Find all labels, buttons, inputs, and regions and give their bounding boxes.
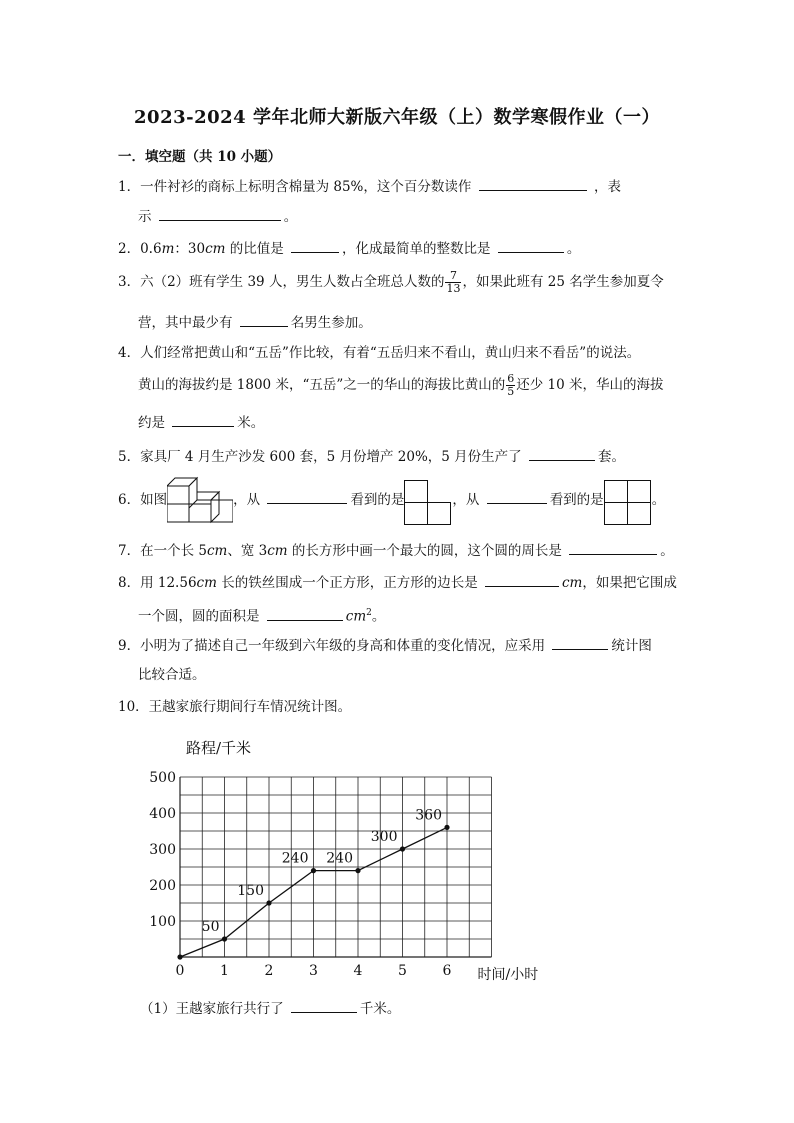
q4-text-e: 米。 <box>237 415 265 431</box>
q6-text-d: ，从 <box>452 492 480 508</box>
question-6 <box>118 474 665 526</box>
x-tick-label: 6 <box>442 963 452 979</box>
data-label: 360 <box>415 807 442 824</box>
q8-text: 8．用 12.56 <box>118 575 197 591</box>
q4-blank[interactable] <box>172 412 234 427</box>
q3-frac-num: 7 <box>445 270 461 283</box>
data-point <box>355 868 360 873</box>
q6-text: 6．如图 <box>118 492 168 508</box>
q8-text-e: 。 <box>371 608 386 625</box>
q5-text: 5．家具厂 4 月生产沙发 600 套，5 月份增产 20%，5 月份生产了 <box>118 449 522 465</box>
y-tick-label: 100 <box>149 914 176 930</box>
q3-fraction <box>445 270 461 295</box>
q3-frac-den: 13 <box>446 282 461 295</box>
q2-unit-m: m <box>161 241 175 257</box>
q2-blank-2[interactable] <box>498 238 564 253</box>
cubes-figure <box>167 474 233 526</box>
question-8-cont <box>138 603 385 627</box>
question-8 <box>118 572 677 593</box>
question-4-cont <box>138 373 664 398</box>
y-tick-label: 200 <box>149 878 176 894</box>
q6-text-b: ，从 <box>233 492 261 508</box>
q1-text-d: 。 <box>283 209 298 225</box>
q4-fraction <box>506 373 515 398</box>
q7-unit-2: cm <box>267 543 288 559</box>
q3-blank[interactable] <box>240 312 288 327</box>
data-point <box>400 846 405 851</box>
q8-blank-1[interactable] <box>485 572 559 587</box>
x-tick-label: 4 <box>353 963 363 979</box>
q7-text-c: 的长方形中画一个最大的圆，这个圆的周长是 <box>287 543 562 559</box>
question-2 <box>118 238 580 259</box>
q2-unit-cm: cm <box>205 241 226 257</box>
data-point <box>311 868 316 873</box>
y-axis-label: 路程/千米 <box>186 739 252 757</box>
q5-text-b: 套。 <box>597 449 625 465</box>
view-figure-2 <box>604 480 652 526</box>
question-4 <box>118 343 640 363</box>
q6-text-f: 。 <box>651 492 666 508</box>
data-label: 240 <box>281 850 309 867</box>
page-title: 2023-2024 学年北师大新版六年级（上）数学寒假作业（一） <box>134 107 660 128</box>
q8-text-d: 一个圆，圆的面积是 <box>138 608 260 625</box>
question-1 <box>118 176 621 197</box>
q1-blank-1[interactable] <box>479 176 587 191</box>
question-3 <box>118 270 664 295</box>
question-5 <box>118 446 625 467</box>
q8-unit-3: cm <box>345 608 367 625</box>
q1-blank-2[interactable] <box>159 206 281 221</box>
q8-text-b: 长的铁丝围成一个正方形，正方形的边长是 <box>216 575 478 591</box>
q4-text-b: 黄山的海拔约是 1800 米，“五岳”之一的华山的海拔比黄山的 <box>138 377 506 393</box>
data-label: 240 <box>326 850 353 867</box>
question-9 <box>118 635 652 656</box>
x-tick-label: 3 <box>309 963 318 979</box>
q3-text: 3．六（2）班有学生 39 人，男生人数占全班总人数的 <box>118 274 445 290</box>
data-label: 150 <box>237 883 264 899</box>
q2-text-c: 的比值是 <box>225 241 284 257</box>
q10-text: 10．王越家旅行期间行车情况统计图。 <box>118 699 352 715</box>
q2-text: 2．0.6 <box>118 241 162 257</box>
x-tick-label: 0 <box>175 963 185 979</box>
q2-text-b: ：30 <box>174 241 206 257</box>
q10-sub1-text: （1）王越家旅行共行了 <box>140 1001 284 1017</box>
question-7 <box>118 540 674 561</box>
question-10 <box>118 697 351 717</box>
q6-blank-2[interactable] <box>487 489 547 504</box>
view-figure-1 <box>404 480 452 526</box>
data-point <box>266 900 271 905</box>
question-10-sub-1 <box>140 998 400 1019</box>
q3-text-d: 名男生参加。 <box>290 315 372 331</box>
data-point <box>177 954 182 959</box>
q1-text: 1．一件衬衫的商标上标明含棉量为 85%，这个百分数读作 <box>118 179 472 195</box>
y-tick-label: 500 <box>149 770 176 786</box>
y-tick-label: 400 <box>149 806 176 822</box>
data-label: 300 <box>370 829 398 845</box>
q7-blank[interactable] <box>569 540 657 555</box>
data-point <box>444 825 449 830</box>
q6-text-c: 看到的是 <box>350 492 405 508</box>
q9-blank[interactable] <box>552 635 608 650</box>
q3-text-c: 营，其中最少有 <box>138 315 233 331</box>
q9-text-b: 统计图 <box>611 638 652 654</box>
q8-blank-2[interactable] <box>267 606 343 621</box>
distance-time-chart <box>140 735 580 985</box>
q4-text-c: 还少 10 米，华山的海拔 <box>516 377 664 393</box>
q4-frac-den: 5 <box>507 385 515 398</box>
data-label: 50 <box>201 919 220 935</box>
q7-text-b: 、宽 3 <box>227 543 268 559</box>
q7-text-d: 。 <box>660 543 674 559</box>
x-axis-label: 时间/小时 <box>477 967 539 983</box>
question-9-cont <box>138 665 206 685</box>
q10-sub1-text-b: 千米。 <box>359 1001 401 1017</box>
q1-text-c: 示 <box>138 209 152 225</box>
q4-frac-num: 6 <box>507 372 515 385</box>
q8-superscript: 2 <box>366 608 372 618</box>
q2-text-d: ，化成最简单的整数比是 <box>342 241 491 257</box>
q7-text: 7．在一个长 5 <box>118 543 207 559</box>
q9-text-c: 比较合适。 <box>138 667 206 683</box>
q3-text-b: ，如果此班有 25 名学生参加夏令 <box>462 274 664 290</box>
q10-sub1-blank[interactable] <box>291 998 357 1013</box>
y-tick-label: 300 <box>149 842 176 858</box>
question-1-cont <box>138 206 297 227</box>
q9-text: 9．小明为了描述自己一年级到六年级的身高和体重的变化情况，应采用 <box>118 638 546 654</box>
q6-blank-1[interactable] <box>267 489 347 504</box>
q8-text-c: ，如果把它围成 <box>582 575 677 591</box>
question-3-cont <box>138 312 372 333</box>
q4-text-d: 约是 <box>138 415 165 431</box>
x-tick-label: 1 <box>220 963 229 979</box>
q8-unit-1: cm <box>196 575 217 591</box>
q2-text-e: 。 <box>566 241 581 257</box>
data-point <box>222 936 227 941</box>
q6-text-e: 看到的是 <box>549 492 604 508</box>
q1-text-b: ，表 <box>593 179 621 195</box>
x-tick-label: 5 <box>398 963 407 979</box>
q4-text: 4．人们经常把黄山和“五岳”作比较，有着“五岳归来不看山，黄山归来不看岳”的说法。 <box>118 345 641 361</box>
q8-unit-2: cm <box>562 575 583 591</box>
q5-blank[interactable] <box>529 446 595 461</box>
q7-unit-1: cm <box>206 543 228 559</box>
question-4-cont2 <box>138 412 264 433</box>
x-tick-label: 2 <box>264 963 274 979</box>
section-heading: 一．填空题（共 10 小题） <box>118 149 282 165</box>
q2-blank-1[interactable] <box>291 238 339 253</box>
